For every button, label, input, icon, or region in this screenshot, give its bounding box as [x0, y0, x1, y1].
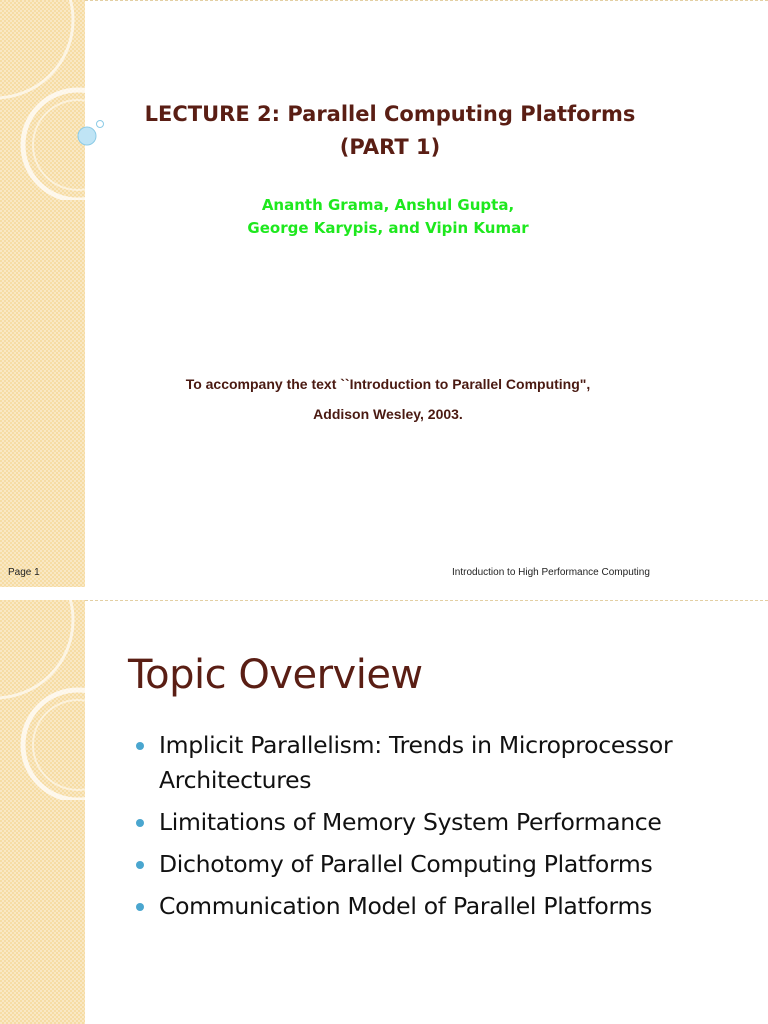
authors	[90, 194, 686, 240]
page-number: Page 1	[8, 567, 40, 578]
footer-course-title: Introduction to High Performance Computing	[452, 567, 650, 578]
decorative-rings	[0, 600, 140, 800]
bullet-list	[133, 728, 753, 931]
bullet-text: Limitations of Memory System Performance	[159, 808, 662, 836]
accompany-text	[90, 369, 686, 429]
authors-line-2: George Karypis, and Vipin Kumar	[247, 219, 529, 237]
bullet-text-continued: Architectures	[159, 766, 312, 794]
lecture-title-line-2: (PART 1)	[339, 135, 441, 159]
bullet-item	[133, 847, 753, 882]
authors-line-1: Ananth Grama, Anshul Gupta,	[261, 196, 515, 214]
bullet-item	[133, 728, 753, 798]
accompany-line-2: Addison Wesley, 2003.	[313, 406, 463, 422]
bullet-text: Communication Model of Parallel Platforms	[159, 892, 652, 920]
slide-title: Topic Overview	[128, 652, 423, 698]
bullet-text: Implicit Parallelism: Trends in Microprocessor	[159, 731, 673, 759]
slide-gap	[0, 587, 768, 600]
bullet-item	[133, 889, 753, 924]
slide-2	[0, 600, 768, 1024]
accompany-line-1: To accompany the text ``Introduction to Parallel Computing",	[185, 376, 591, 392]
lecture-title-line-1: LECTURE 2: Parallel Computing Platforms	[144, 102, 636, 126]
bullet-item	[133, 805, 753, 840]
bullet-dot-icon	[136, 903, 144, 911]
lecture-title	[90, 98, 690, 164]
bullet-text: Dichotomy of Parallel Computing Platforms	[159, 850, 653, 878]
bullet-dot-icon	[136, 861, 144, 869]
bullet-dot-icon	[136, 819, 144, 827]
bullet-dot-icon	[136, 742, 144, 750]
